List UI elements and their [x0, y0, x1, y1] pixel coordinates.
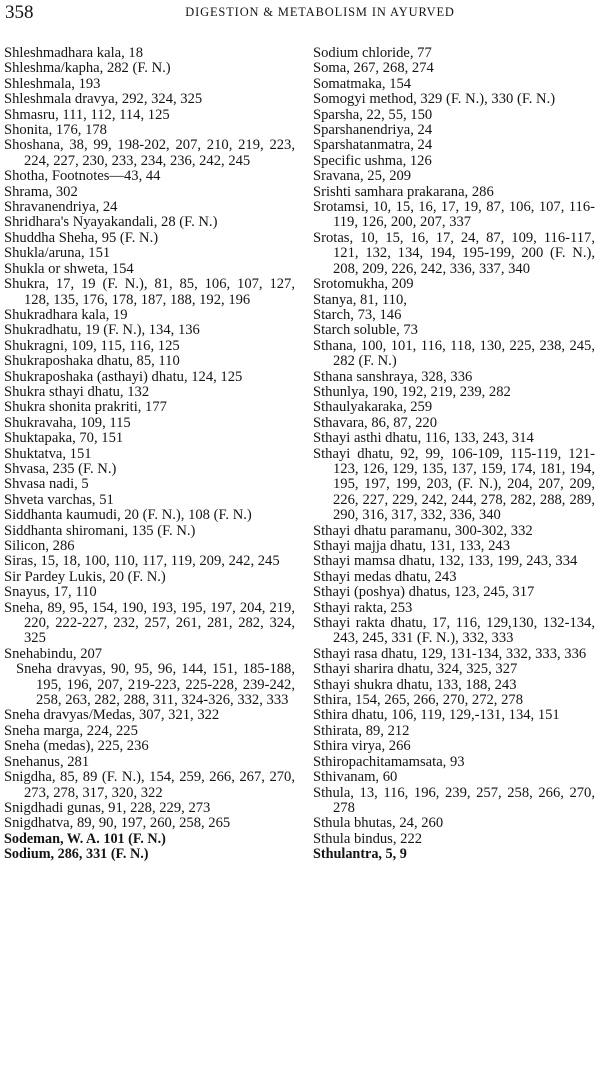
- index-entry: Sthayi rakta, 253: [313, 599, 413, 616]
- index-entry: Sthula bindus, 222: [313, 830, 423, 847]
- index-entry: Sparsha, 22, 55, 150: [313, 106, 433, 123]
- index-entry: Srotas, 10, 15, 16, 17, 24, 87, 109, 116-117, 121, 132, 134, 194, 195-199, 200 (F. N.), 208, 209, 226, 242, 336, 337, 340: [313, 229, 595, 277]
- index-entry: Shuktatva, 151: [4, 445, 92, 462]
- index-entry: Shmasru, 111, 112, 114, 125: [4, 106, 170, 123]
- index-entry: Sthira dhatu, 106, 119, 129,-131, 134, 151: [313, 707, 560, 724]
- index-entry: Sneha marga, 224, 225: [4, 722, 138, 739]
- index-entry: Sthana sanshraya, 328, 336: [313, 368, 473, 385]
- index-entry: Shvasa nadi, 5: [4, 476, 89, 493]
- index-entry: Sthavara, 86, 87, 220: [313, 414, 438, 431]
- index-entry: Stanya, 81, 110,: [313, 291, 407, 308]
- index-entry: Sthayi (poshya) dhatus, 123, 245, 317: [313, 584, 535, 601]
- index-entry: Shotha, Footnotes—43, 44: [4, 168, 161, 185]
- index-entry: Sneha, 89, 95, 154, 190, 193, 195, 197, 204, 219, 220, 222-227, 232, 257, 261, 281, 282, 324, 325: [4, 599, 295, 647]
- index-entry: Sthivanam, 60: [313, 769, 398, 786]
- index-entry: Sthayi rasa dhatu, 129, 131-134, 332, 333, 336: [313, 645, 587, 662]
- index-entry: Shoshana, 38, 99, 198-202, 207, 210, 219, 223, 224, 227, 230, 233, 234, 236, 242, 245: [4, 137, 295, 169]
- index-entry: Sthayi dhatu, 92, 99, 106-109, 115-119, 121-123, 126, 129, 135, 137, 159, 174, 181, 194, 195, 197, 199, 203, (F. N.), 204, 207, 209, 226, 227, 229, 242, 244, 278, 282, 288, 289, 290, 316, 317, 332, 336, 340: [313, 445, 595, 524]
- index-entry: Sthayi medas dhatu, 243: [313, 568, 457, 585]
- index-entry: Shleshmala dravya, 292, 324, 325: [4, 91, 203, 108]
- index-entry: Shridhara's Nyayakandali, 28 (F. N.): [4, 214, 218, 231]
- index-entry: Siddhanta shiromani, 135 (F. N.): [4, 522, 196, 539]
- running-title: DIGESTION & METABOLISM IN AYURVED: [185, 5, 455, 19]
- index-entry: Sthulantra, 5, 9: [313, 846, 407, 863]
- index-entry: Siras, 15, 18, 100, 110, 117, 119, 209, 242, 245: [4, 553, 280, 570]
- index-entry: Sthirata, 89, 212: [313, 722, 410, 739]
- index-entry: Shuktapaka, 70, 151: [4, 430, 124, 447]
- index-entry: Sthula bhutas, 24, 260: [313, 815, 444, 832]
- index-entry: Starch, 73, 146: [313, 306, 402, 323]
- index-entry: Sneha (medas), 225, 236: [4, 738, 149, 755]
- index-entry: Sthayi shukra dhatu, 133, 188, 243: [313, 676, 517, 693]
- index-entry: Shrama, 302: [4, 183, 78, 200]
- index-entry: Shvasa, 235 (F. N.): [4, 460, 117, 477]
- index-entry: Snigdhatva, 89, 90, 197, 260, 258, 265: [4, 815, 231, 832]
- index-entry: Silicon, 286: [4, 538, 75, 554]
- index-entry: Somatmaka, 154: [313, 75, 412, 92]
- index-entry: Shukra, 17, 19 (F. N.), 81, 85, 106, 107, 127, 128, 135, 176, 178, 187, 188, 192, 196: [4, 276, 295, 308]
- index-entry: Shleshma/kapha, 282 (F. N.): [4, 60, 171, 77]
- index-entry: Siddhanta kaumudi, 20 (F. N.), 108 (F. N.): [4, 507, 252, 524]
- index-entry: Sparshatanmatra, 24: [313, 137, 433, 154]
- index-entry: Shravanendriya, 24: [4, 199, 118, 216]
- index-entry: Sthayi majja dhatu, 131, 133, 243: [313, 538, 510, 554]
- index-entry: Sthana, 100, 101, 116, 118, 130, 225, 238, 245, 282 (F. N.): [313, 337, 595, 370]
- index-entry: Shukradhatu, 19 (F. N.), 134, 136: [4, 322, 200, 339]
- index-entry: Shukragni, 109, 115, 116, 125: [4, 337, 180, 354]
- index-entry: Sthiropachitamamsata, 93: [313, 753, 465, 770]
- index-entry: Srishti samhara prakarana, 286: [313, 183, 494, 200]
- index-entry: Shukra shonita prakriti, 177: [4, 399, 167, 416]
- index-entry: Sneha dravyas, 90, 95, 96, 144, 151, 185-188, 195, 196, 207, 219-223, 225-228, 239-242, 258, 263, 282, 288, 311, 324-326, 332, 333: [16, 661, 295, 709]
- index-entry: Shukra sthayi dhatu, 132: [4, 383, 150, 400]
- index-entry: Shukla/aruna, 151: [4, 245, 111, 262]
- index-entry: Snehanus, 281: [4, 753, 90, 770]
- index-entry: Srotamsi, 10, 15, 16, 17, 19, 87, 106, 107, 116-119, 126, 200, 207, 337: [313, 199, 595, 231]
- index-entry: Shleshmadhara kala, 18: [4, 45, 144, 61]
- index-entry: Sthira virya, 266: [313, 738, 411, 755]
- index-entry: Sthaulyakaraka, 259: [313, 399, 433, 416]
- index-entry: Sthula, 13, 116, 196, 239, 257, 258, 266, 270, 278: [313, 784, 595, 816]
- index-entry: Snigdhadi gunas, 91, 228, 229, 273: [4, 799, 211, 816]
- index-entry: Soma, 267, 268, 274: [313, 60, 434, 77]
- index-entry: Sravana, 25, 209: [313, 168, 412, 185]
- index-entry: Sodium chloride, 77: [313, 45, 432, 61]
- index-entry: Sthayi rakta dhatu, 17, 116, 129,130, 132-134, 243, 245, 331 (F. N.), 332, 333: [313, 615, 595, 647]
- index-column-right: [313, 46, 595, 863]
- index-entry: Sthayi asthi dhatu, 116, 133, 243, 314: [313, 430, 534, 447]
- index-entry: Shonita, 176, 178: [4, 122, 107, 139]
- index-entry: Sthira, 154, 265, 266, 270, 272, 278: [313, 692, 523, 709]
- index-entry: Sneha dravyas/Medas, 307, 321, 322: [4, 707, 220, 724]
- index-entry: Srotomukha, 209: [313, 276, 414, 293]
- index-entry: Sthunlya, 190, 192, 219, 239, 282: [313, 383, 511, 400]
- index-entry: Sodeman, W. A. 101 (F. N.): [4, 830, 166, 847]
- page-number: 358: [5, 2, 34, 23]
- index-entry: Specific ushma, 126: [313, 152, 432, 169]
- index-entry: Somogyi method, 329 (F. N.), 330 (F. N.): [313, 91, 556, 108]
- index-entry: Shukravaha, 109, 115: [4, 414, 131, 431]
- index-entry: Starch soluble, 73: [313, 322, 418, 339]
- index-entry: Shukraposhaka (asthayi) dhatu, 124, 125: [4, 368, 243, 385]
- index-entry: Sir Pardey Lukis, 20 (F. N.): [4, 568, 166, 585]
- index-entry: Sparshanendriya, 24: [313, 122, 433, 139]
- index-entry: Shveta varchas, 51: [4, 491, 114, 508]
- page-header: [5, 2, 595, 28]
- index-entry: Sodium, 286, 331 (F. N.): [4, 846, 149, 863]
- index-entry: Sthayi mamsa dhatu, 132, 133, 199, 243, 334: [313, 553, 578, 570]
- index-column-left: [4, 46, 295, 863]
- index-entry: Snehabindu, 207: [4, 645, 103, 662]
- index-entry: Snigdha, 85, 89 (F. N.), 154, 259, 266, 267, 270, 273, 278, 317, 320, 322: [4, 769, 295, 801]
- index-entry: Shuddha Sheha, 95 (F. N.): [4, 229, 159, 246]
- index-entry: Shukla or shweta, 154: [4, 260, 134, 277]
- index-entry: Sthayi sharira dhatu, 324, 325, 327: [313, 661, 518, 678]
- index-entry: Shukradhara kala, 19: [4, 306, 128, 323]
- index-entry: Shleshmala, 193: [4, 75, 101, 92]
- index-entry: Sthayi dhatu paramanu, 300-302, 332: [313, 522, 533, 539]
- index-entry: Shukraposhaka dhatu, 85, 110: [4, 353, 180, 370]
- index-entry: Snayus, 17, 110: [4, 584, 97, 601]
